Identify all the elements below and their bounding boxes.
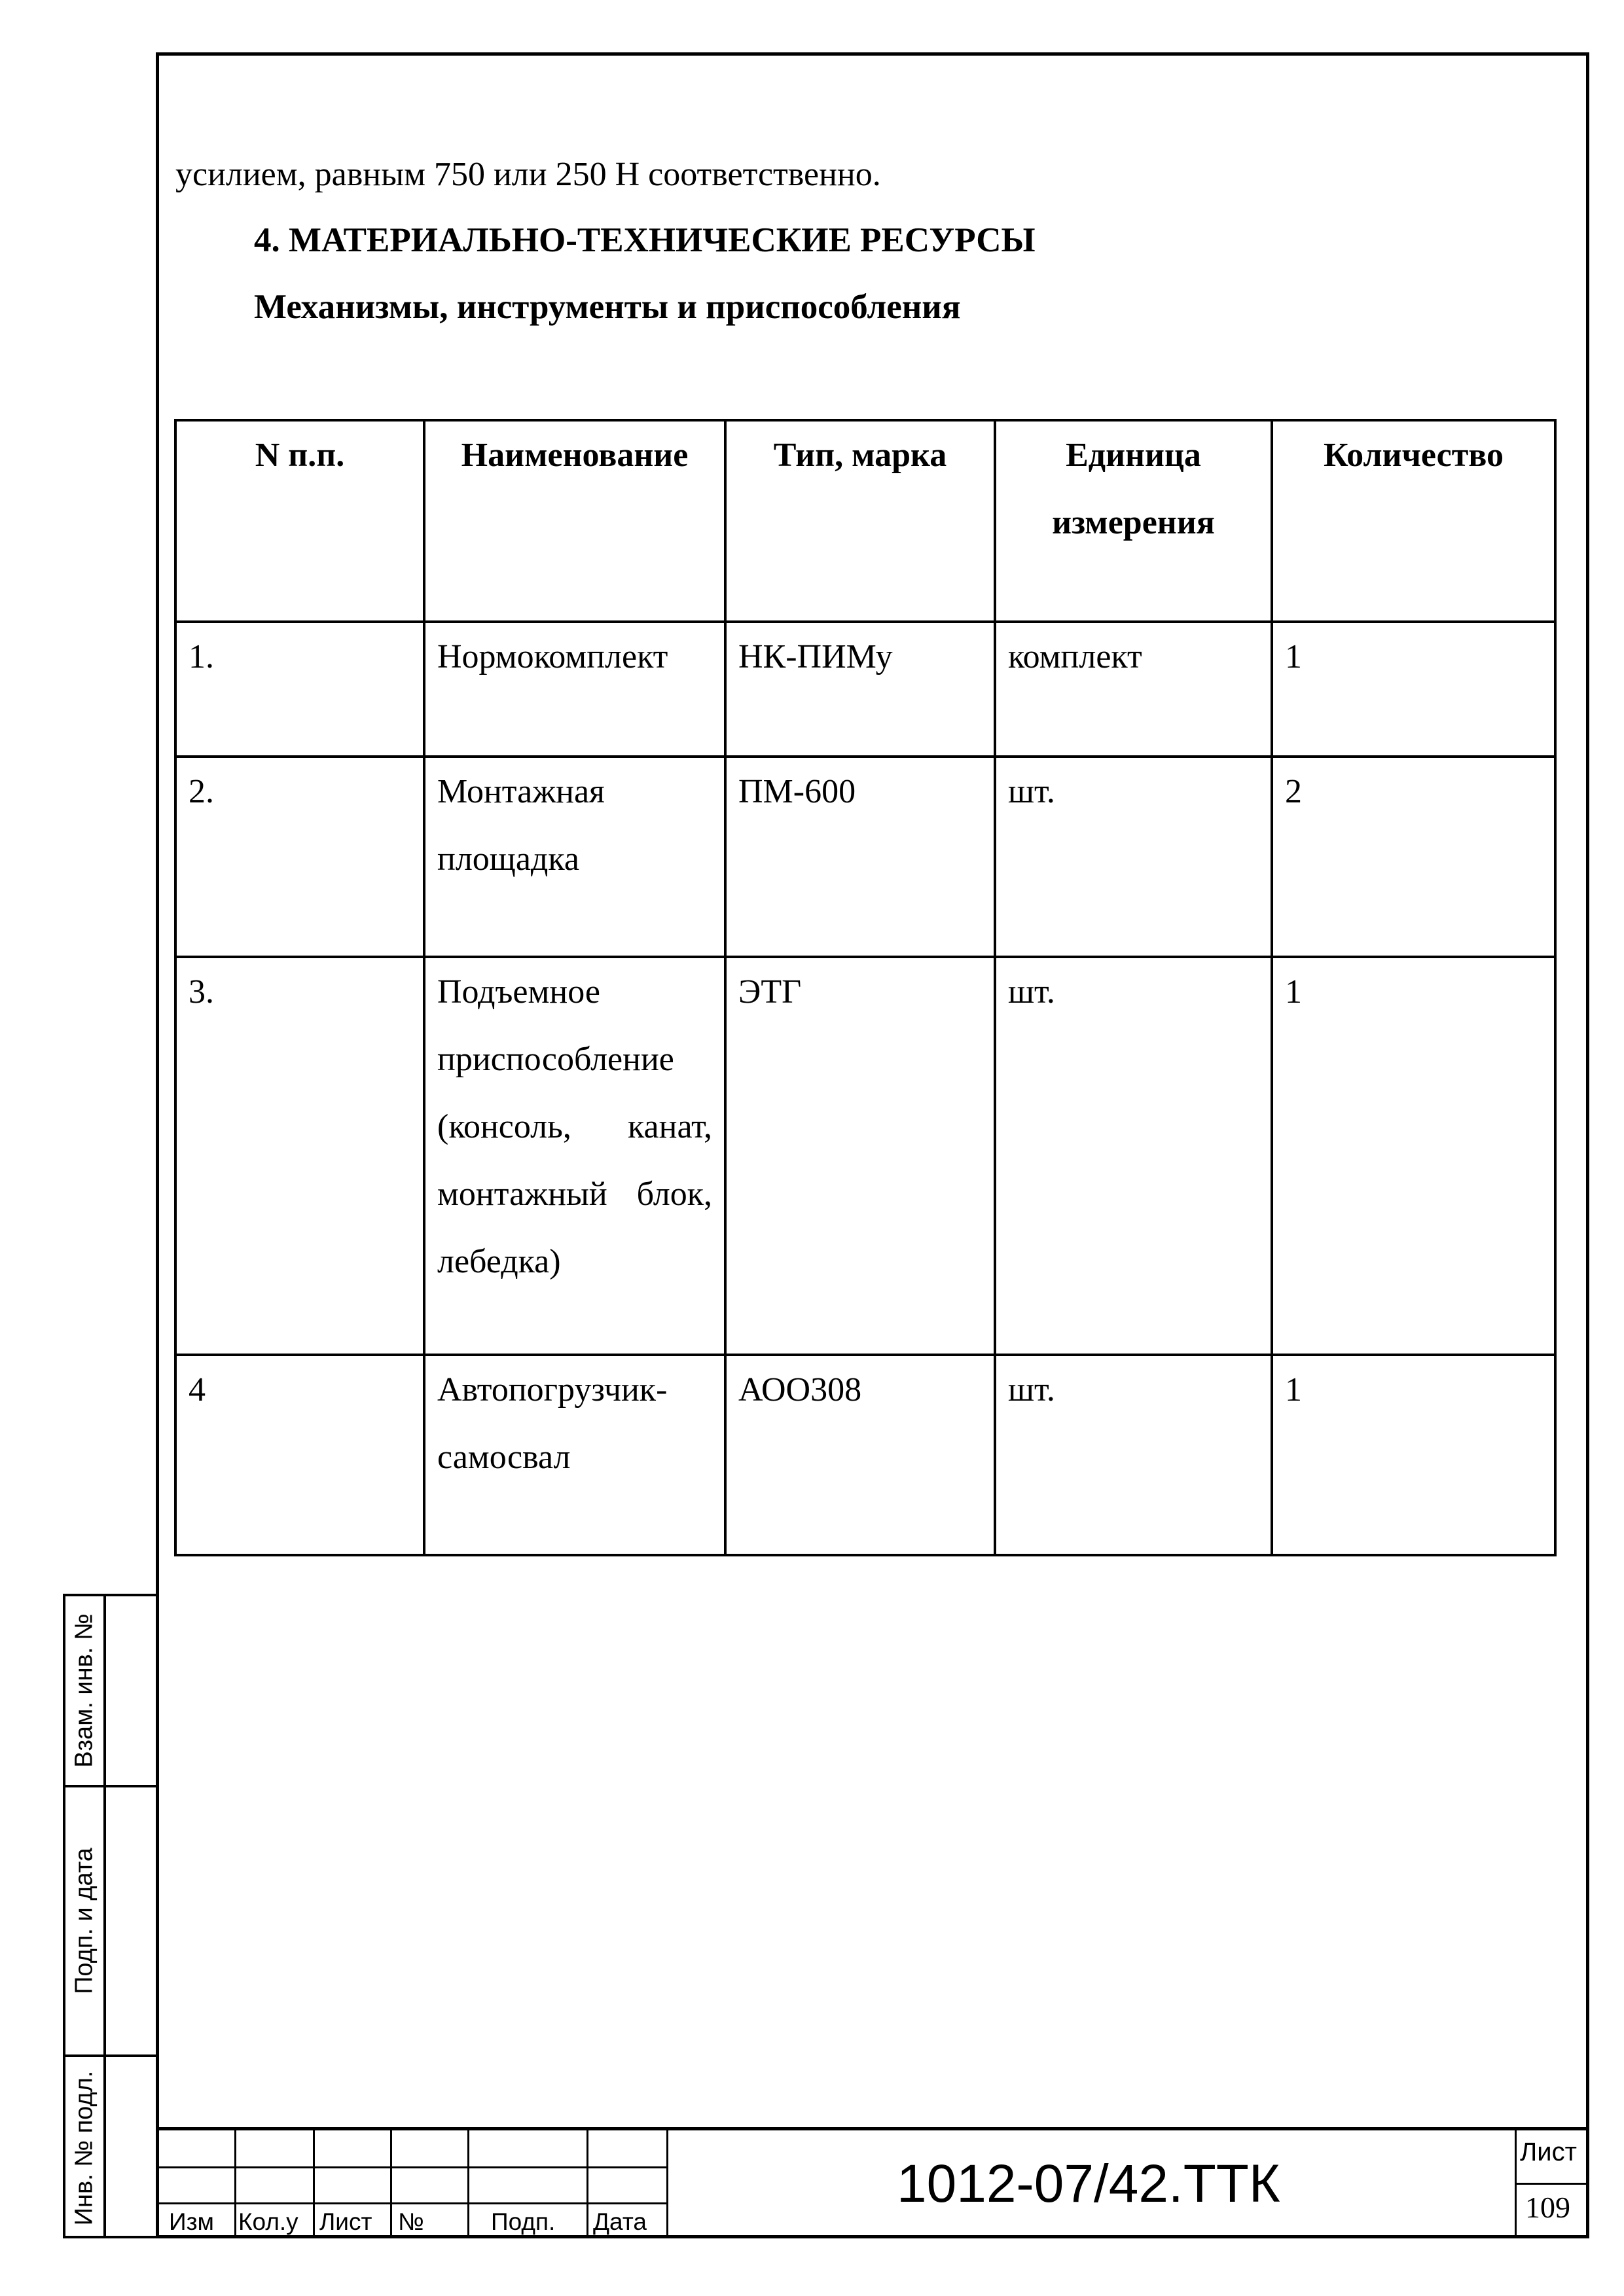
col-izm: Изм <box>169 2208 214 2235</box>
cell-qty: 1 <box>1272 622 1555 757</box>
col-no: № <box>398 2208 424 2235</box>
cell-type: ЭТГ <box>725 957 995 1355</box>
header-type: Тип, марка <box>725 420 995 622</box>
header-qty: Количество <box>1272 420 1555 622</box>
subsection-title: Механизмы, инструменты и приспособления <box>254 288 961 326</box>
header-unit: Единица измерения <box>995 420 1272 622</box>
title-block <box>156 2127 1589 2238</box>
sheet-label: Лист <box>1520 2138 1577 2166</box>
cell-num: 2. <box>175 757 424 957</box>
stamp-inv-row <box>65 2057 158 2238</box>
header-name: Наименование <box>424 420 725 622</box>
col-kolu: Кол.у <box>238 2208 298 2235</box>
table-row <box>175 622 1555 757</box>
cell-qty: 1 <box>1272 1355 1555 1555</box>
header-num: N п.п. <box>175 420 424 622</box>
cell-qty: 1 <box>1272 957 1555 1355</box>
sheet-number: 109 <box>1525 2191 1570 2224</box>
col-data: Дата <box>593 2208 647 2235</box>
cell-unit: шт. <box>995 957 1272 1355</box>
col-list: Лист <box>319 2208 372 2235</box>
cell-num: 3. <box>175 957 424 1355</box>
cell-num: 1. <box>175 622 424 757</box>
stamp-podp-row <box>65 1787 158 2057</box>
table-row <box>175 1355 1555 1555</box>
table-header-row <box>175 420 1555 622</box>
cell-type: НК-ПИМу <box>725 622 995 757</box>
intro-text: усилием, равным 750 или 250 Н соответственно. <box>175 156 881 193</box>
stamp-podp-label: Подп. и дата <box>70 1848 98 1994</box>
cell-unit: шт. <box>995 757 1272 957</box>
cell-qty: 2 <box>1272 757 1555 957</box>
cell-num: 4 <box>175 1355 424 1555</box>
stamp-vzam-row <box>65 1596 158 1787</box>
cell-unit: шт. <box>995 1355 1272 1555</box>
cell-type: ПМ-600 <box>725 757 995 957</box>
cell-name: Подъемное приспособление (консоль, канат, монтажный блок, лебедка) <box>424 957 725 1355</box>
document-code: 1012-07/42.ТТК <box>897 2154 1280 2214</box>
table-row <box>175 757 1555 957</box>
cell-name: Автопогрузчик-самосвал <box>424 1355 725 1555</box>
section-title: 4. МАТЕРИАЛЬНО-ТЕХНИЧЕСКИЕ РЕСУРСЫ <box>254 221 1036 259</box>
cell-unit: комплект <box>995 622 1272 757</box>
cell-name: Монтажная площадка <box>424 757 725 957</box>
stamp-vzam-label: Взам. инв. № <box>70 1613 98 1768</box>
col-podp: Подп. <box>491 2208 556 2235</box>
resources-table <box>174 419 1557 1556</box>
table-row <box>175 957 1555 1355</box>
side-stamp <box>63 1594 156 2238</box>
cell-name: Нормокомплект <box>424 622 725 757</box>
stamp-inv-label: Инв. № подл. <box>70 2070 98 2225</box>
cell-type: АОО308 <box>725 1355 995 1555</box>
